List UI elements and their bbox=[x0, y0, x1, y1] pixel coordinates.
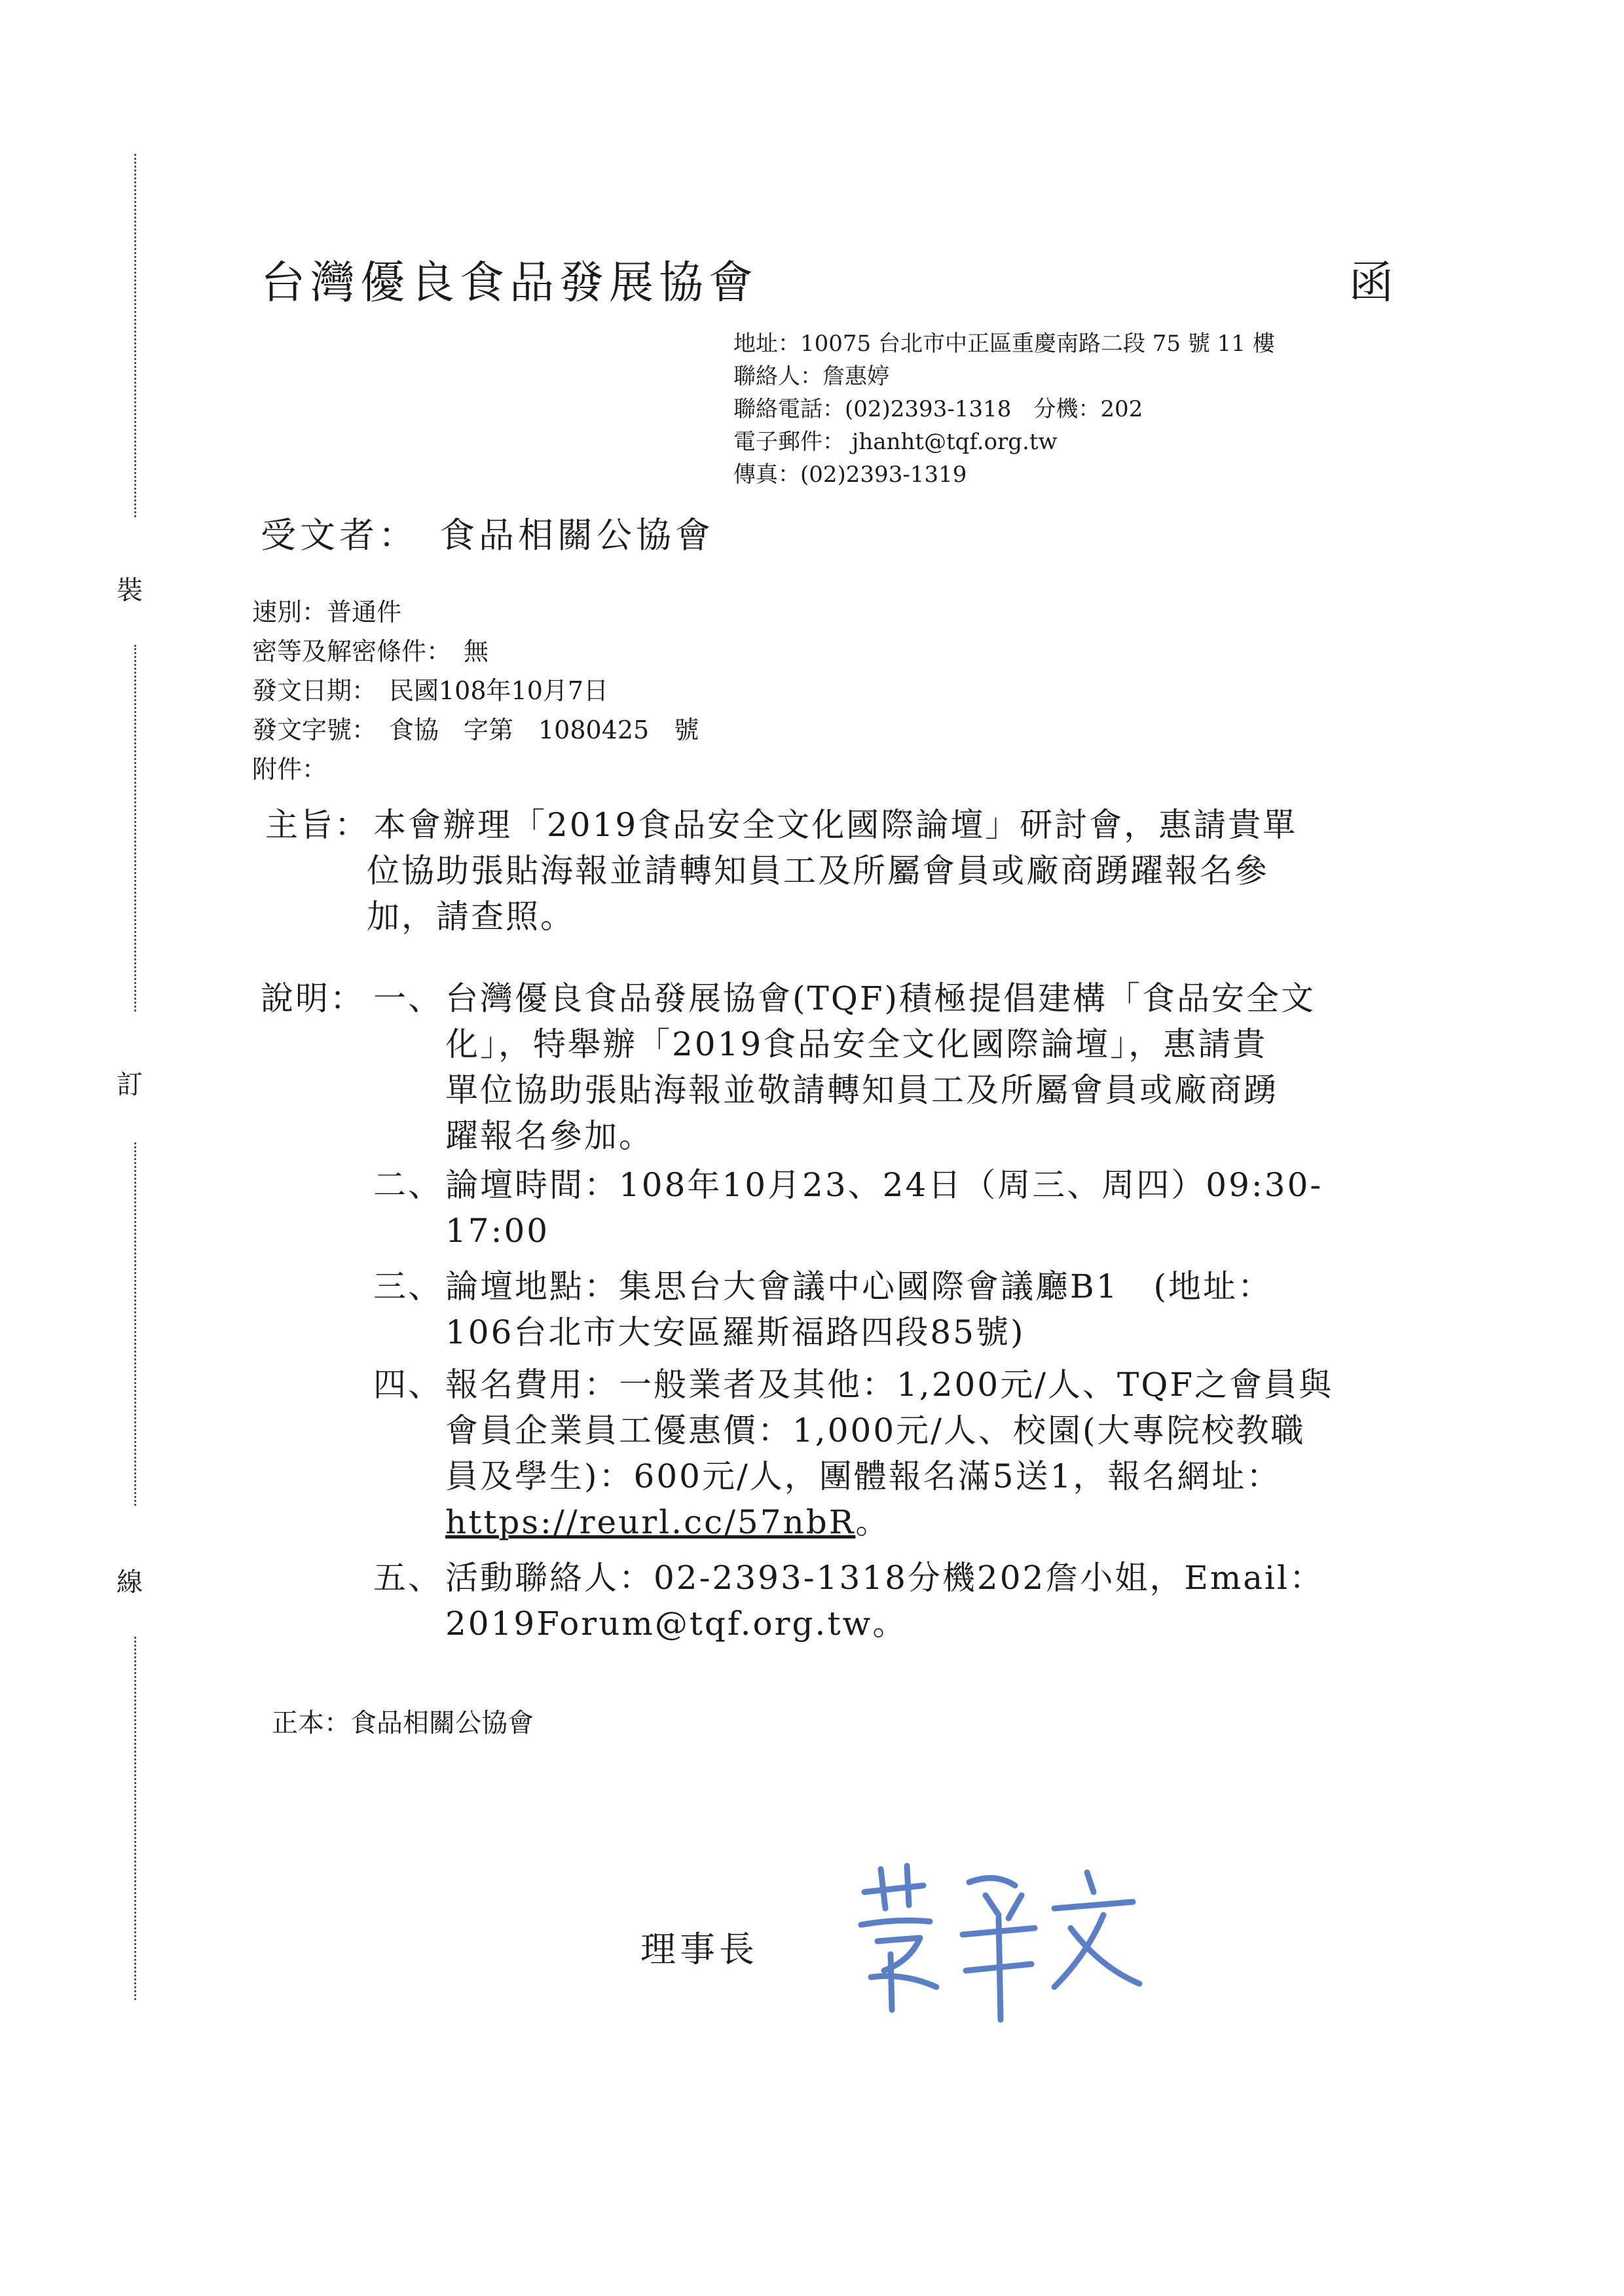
binding-dotted-line bbox=[134, 1142, 136, 1506]
item-line: 論壇時間：108年10月23、24日（周三、周四）09:30- bbox=[445, 1166, 1323, 1204]
item-line: 17:00 bbox=[445, 1212, 550, 1250]
binding-mark-ding: 訂 bbox=[117, 1070, 143, 1100]
item-line: 台灣優良食品發展協會(TQF)積極提倡建構「食品安全文 bbox=[445, 979, 1316, 1017]
item-line: 2019Forum@tqf.org.tw。 bbox=[445, 1605, 908, 1643]
handwritten-signature bbox=[845, 1856, 1146, 2029]
binding-mark-xian: 線 bbox=[117, 1567, 143, 1597]
subject-line: 本會辦理「2019食品安全文化國際論壇」研討會，惠請貴單 bbox=[373, 806, 1298, 844]
meta-classification: 密等及解密條件： 無 bbox=[252, 637, 489, 666]
item-number: 二、 bbox=[373, 1166, 443, 1204]
item-line: 躍報名參加。 bbox=[445, 1117, 654, 1155]
item-line: 報名費用：一般業者及其他：1,200元/人、TQF之會員與 bbox=[445, 1366, 1334, 1404]
item-line: 員及學生)：600元/人，團體報名滿5送1，報名網址： bbox=[445, 1457, 1282, 1495]
meta-doc-number: 發文字號： 食協 字第 1080425 號 bbox=[252, 716, 699, 744]
link-suffix: 。 bbox=[855, 1503, 891, 1541]
binding-dotted-line bbox=[134, 1637, 136, 2000]
recipient: 受文者： 食品相關公協會 bbox=[261, 515, 714, 556]
contact-phone: 聯絡電話：(02)2393-1318 分機：202 bbox=[733, 396, 1143, 422]
item-line: 106台北市大安區羅斯福路四段85號) bbox=[445, 1313, 1025, 1351]
meta-attachment: 附件： bbox=[252, 755, 327, 784]
subject-line: 加，請查照。 bbox=[367, 898, 575, 936]
item-number: 三、 bbox=[373, 1267, 443, 1305]
meta-date: 發文日期： 民國108年10月7日 bbox=[252, 676, 609, 705]
item-line: 活動聯絡人：02-2393-1318分機202詹小姐，Email： bbox=[445, 1559, 1325, 1597]
contact-address: 地址：10075 台北市中正區重慶南路二段 75 號 11 樓 bbox=[733, 331, 1275, 357]
contact-block bbox=[733, 327, 1275, 491]
binding-dotted-line bbox=[134, 154, 136, 517]
item-line: 會員企業員工優惠價：1,000元/人、校園(大專院校教職 bbox=[445, 1412, 1306, 1449]
binding-mark-zhuang: 裝 bbox=[117, 575, 143, 606]
item-number: 四、 bbox=[373, 1366, 443, 1404]
contact-email: 電子郵件： jhanht@tqf.org.tw bbox=[733, 429, 1058, 455]
registration-link[interactable]: https://reurl.cc/57nbR bbox=[445, 1503, 856, 1541]
item-line: 單位協助張貼海報並敬請轉知員工及所屬會員或廠商踴 bbox=[445, 1071, 1278, 1109]
contact-person: 聯絡人：詹惠婷 bbox=[733, 363, 889, 390]
subject-label: 主旨： bbox=[265, 806, 369, 844]
document-type: 函 bbox=[1349, 257, 1394, 309]
organization-title: 台灣優良食品發展協會 bbox=[261, 257, 759, 309]
signature-icon bbox=[845, 1856, 1146, 2026]
item-number: 一、 bbox=[373, 979, 443, 1017]
meta-speed: 速別：普通件 bbox=[252, 598, 402, 627]
contact-fax: 傳真：(02)2393-1319 bbox=[733, 462, 967, 488]
binding-dotted-line bbox=[134, 645, 136, 1011]
item-line: 論壇地點：集思台大會議中心國際會議廳B1 (地址： bbox=[445, 1267, 1273, 1305]
carbon-copy: 正本：食品相關公協會 bbox=[272, 1708, 534, 1738]
item-line: 化」，特舉辦「2019食品安全文化國際論壇」，惠請貴 bbox=[445, 1025, 1268, 1063]
subject-line: 位協助張貼海報並請轉知員工及所屬會員或廠商踴躍報名參 bbox=[367, 852, 1269, 890]
chairman-title: 理事長 bbox=[640, 1929, 758, 1970]
document-meta bbox=[252, 592, 699, 789]
explanation-label: 說明： bbox=[261, 979, 365, 1017]
item-number: 五、 bbox=[373, 1559, 443, 1597]
